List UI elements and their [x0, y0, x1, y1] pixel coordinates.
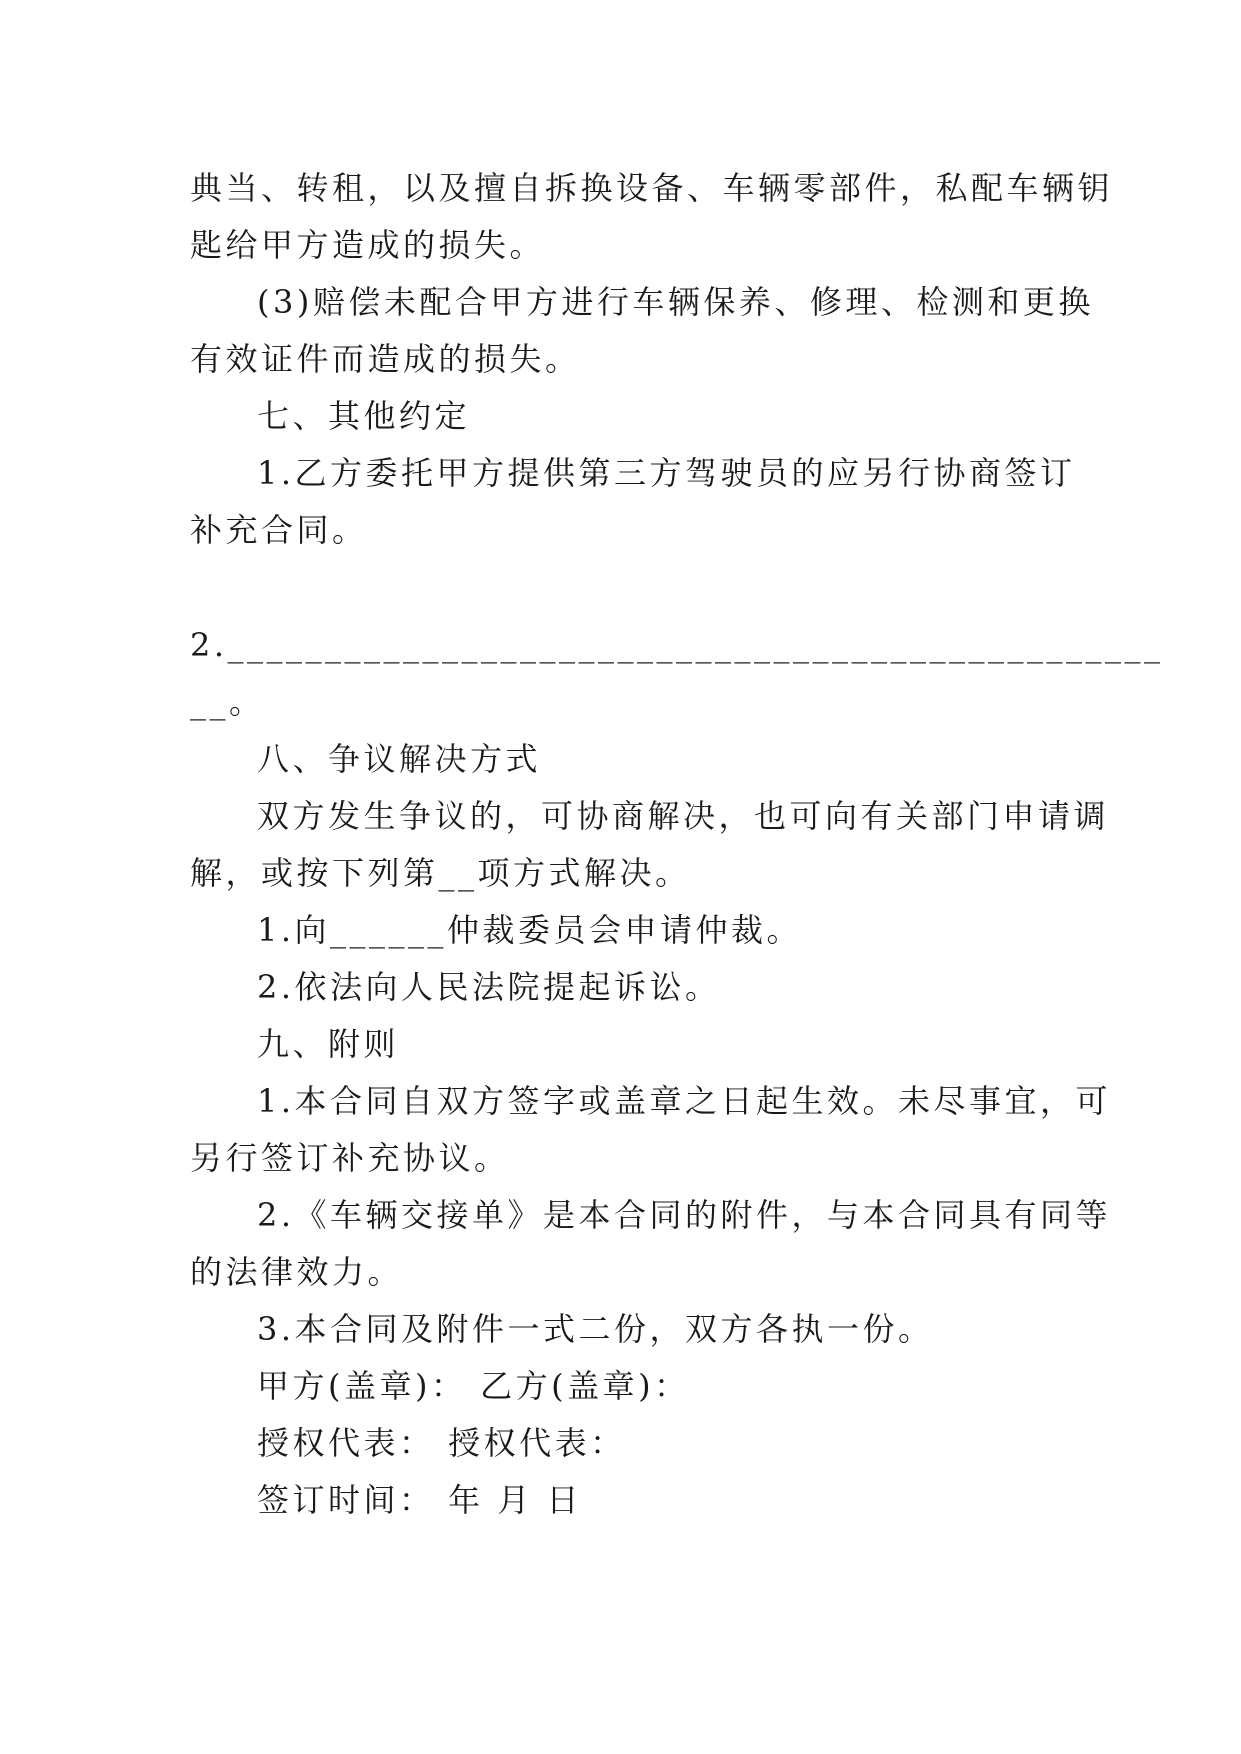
text-line: 2.依法向人民法院提起诉讼。	[257, 968, 721, 1006]
section-heading: 九、附则	[257, 1025, 400, 1063]
text-line: 匙给甲方造成的损失。	[190, 226, 546, 264]
signature-representative-line: 授权代表： 授权代表：	[257, 1424, 626, 1462]
text-line: (3)赔偿未配合甲方进行车辆保养、修理、检测和更换	[257, 283, 1094, 321]
text-line: 有效证件而造成的损失。	[190, 340, 581, 378]
text-line: 解，或按下列第__项方式解决。	[190, 854, 691, 892]
text-line: 的法律效力。	[190, 1253, 404, 1291]
section-heading: 八、争议解决方式	[257, 740, 542, 778]
signature-party-line: 甲方(盖章)： 乙方(盖章)：	[257, 1367, 690, 1405]
text-line: 双方发生争议的，可协商解决，也可向有关部门申请调	[257, 797, 1110, 835]
section-heading: 七、其他约定	[257, 397, 471, 435]
text-line: 1.本合同自双方签字或盖章之日起生效。未尽事宜，可	[257, 1082, 1112, 1120]
text-line: 3.本合同及附件一式二份，双方各执一份。	[257, 1310, 934, 1348]
text-line: 补充合同。	[190, 511, 368, 549]
blank-line: 2.________________________________________________	[190, 626, 1164, 664]
text-line: 2.《车辆交接单》是本合同的附件，与本合同具有同等	[257, 1196, 1112, 1234]
text-line: 1.向______仲裁委员会申请仲裁。	[257, 911, 803, 949]
signature-date-line: 签订时间： 年 月 日	[257, 1481, 583, 1519]
text-line: 1.乙方委托甲方提供第三方驾驶员的应另行协商签订	[257, 454, 1076, 492]
text-line: 另行签订补充协议。	[190, 1139, 510, 1177]
blank-line: __。	[190, 683, 265, 721]
text-line: 典当、转租，以及擅自拆换设备、车辆零部件，私配车辆钥	[190, 169, 1114, 207]
